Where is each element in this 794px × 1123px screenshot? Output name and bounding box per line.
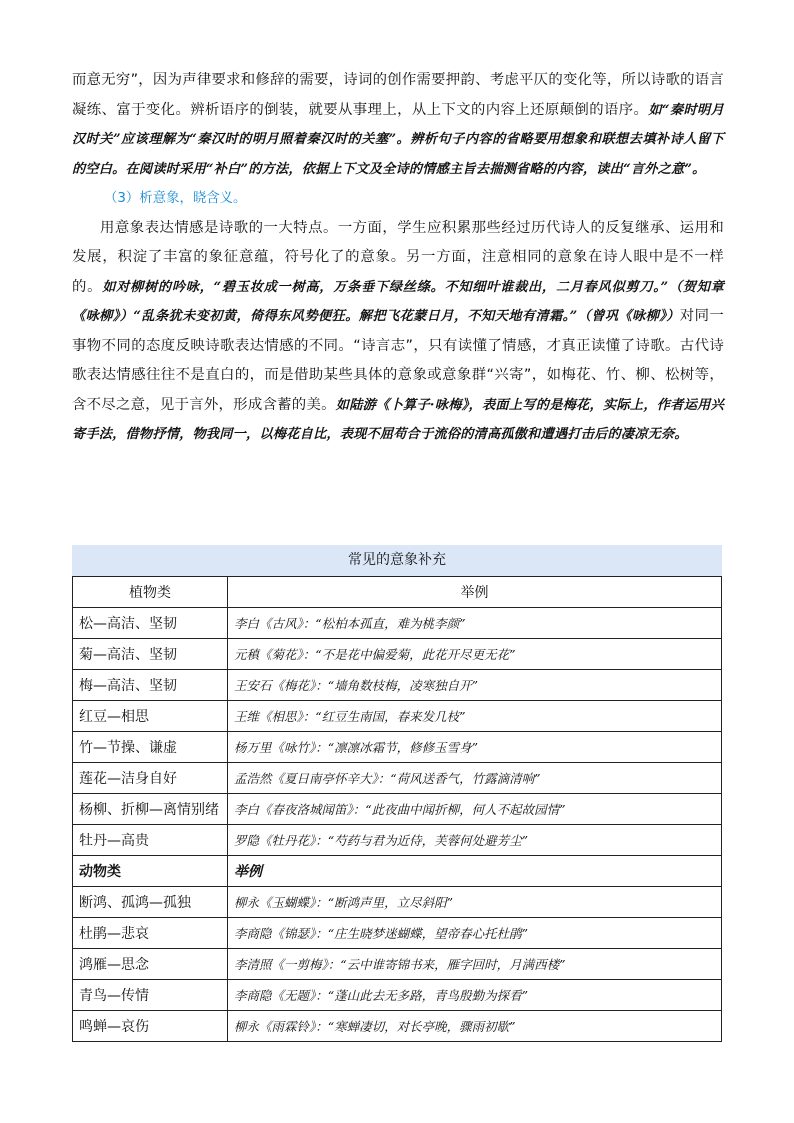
- paragraph-syntax: [72, 66, 724, 184]
- paragraph-imagery-plain-1: 用意象表达情感是诗歌的一大特点。一方面，学生应积累那些经过历代诗人的反复继承、运用和发展，积淀了丰富的象征意蕴，符号化了的意象。另一方面，注意相同的意象在诗人眼中是不一样的。: [72, 219, 724, 295]
- table-cell-imagery: 松—高洁、坚韧: [73, 608, 228, 639]
- table-cell-imagery: 断鸿、孤鸿—孤独: [73, 887, 228, 918]
- table-cell-example: 李白《春夜洛城闻笛》：“此夜曲中闻折柳，何人不起故园情”: [228, 794, 722, 825]
- table-row: [73, 608, 722, 639]
- table-cell-example: 杨万里《咏竹》：“凛凛冰霜节，修修玉雪身”: [228, 732, 722, 763]
- table-cell-imagery: 莲花—洁身自好: [73, 763, 228, 794]
- body-text: [72, 66, 724, 450]
- table-header-row-animals: [73, 856, 722, 887]
- table-cell-imagery: 鸿雁—思念: [73, 949, 228, 980]
- table-cell-example: 李商隐《锦瑟》：“庄生晓梦迷蝴蝶，望帝春心托杜鹃”: [228, 918, 722, 949]
- table-cell-example: 罗隐《牡丹花》：“芍药与君为近侍，芙蓉何处避芳尘”: [228, 825, 722, 856]
- table-cell-example: 李白《古风》：“松柏本孤直，难为桃李颜”: [228, 608, 722, 639]
- paragraph-syntax-example: 如“秦时明月汉时关”应该理解为“秦汉时的明月照着秦汉时的关塞”。辨析句子内容的省略要用想象和联想去填补诗人留下的空白。在阅读时采用“补白”的方法，依据上下文及全诗的情感主旨去揣测省略的内容，读出“言外之意”。: [72, 102, 724, 177]
- table-row: [73, 980, 722, 1011]
- table-cell-example: 李商隐《无题》：“蓬山此去无多路，青鸟殷勤为探看”: [228, 980, 722, 1011]
- table-row: [73, 887, 722, 918]
- table-cell-imagery: 牡丹—高贵: [73, 825, 228, 856]
- header-cell-example: 举例: [228, 577, 722, 608]
- paragraph-syntax-plain: 而意无穷”，因为声律要求和修辞的需要，诗词的创作需要押韵、考虑平仄的变化等，所以诗歌的语言凝练、富于变化。辨析语序的倒装，就要从事理上，从上下文的内容上还原颠倒的语序。: [72, 72, 724, 118]
- table-cell-imagery: 杨柳、折柳—离情别绪: [73, 794, 228, 825]
- table-row: [73, 1011, 722, 1042]
- table-row: [73, 763, 722, 794]
- table-cell-imagery: 竹—节操、谦虚: [73, 732, 228, 763]
- table-row: [73, 918, 722, 949]
- table-row: [73, 949, 722, 980]
- table-cell-example: 王安石《梅花》：“墙角数枝梅，凌寒独自开”: [228, 670, 722, 701]
- header-cell-example: 举例: [228, 856, 722, 887]
- paragraph-imagery-example-2: 如陆游《卜算子·咏梅》，表面上写的是梅花，实际上，作者运用兴寄手法，借物抒情，物我同一，以梅花自比，表现不屈苟合于流俗的清高孤傲和遭遇打击后的凄凉无奈。: [72, 397, 724, 442]
- table-cell-imagery: 鸣蝉—哀伤: [73, 1011, 228, 1042]
- table-cell-example: 柳永《雨霖铃》：“寒蝉凄切，对长亭晚，骤雨初歇”: [228, 1011, 722, 1042]
- imagery-table: [72, 545, 722, 1042]
- table-cell-imagery: 红豆—相思: [73, 701, 228, 732]
- table-cell-example: 李清照《一剪梅》：“云中谁寄锦书来，雁字回时，月满西楼”: [228, 949, 722, 980]
- header-cell-category: 植物类: [73, 577, 228, 608]
- table-header-row-plants: [73, 577, 722, 608]
- table-row: [73, 732, 722, 763]
- table-row: [73, 701, 722, 732]
- table-cell-imagery: 杜鹃—悲哀: [73, 918, 228, 949]
- paragraph-imagery-example-1: 如对柳树的吟咏，“碧玉妆成一树高，万条垂下绿丝绦。不知细叶谁裁出，二月春风似剪刀。”（贺知章《咏柳》）“乱条犹未变初黄，倚得东风势便狂。解把飞花蒙日月，不知天地有清霜。”（曾巩《咏柳》）: [72, 279, 724, 324]
- paragraph-imagery: [72, 214, 724, 450]
- table-row: [73, 670, 722, 701]
- table-row: [73, 794, 722, 825]
- section-subheading: （3）析意象，晓含义。: [104, 191, 247, 206]
- table-cell-imagery: 菊—高洁、坚韧: [73, 639, 228, 670]
- table-cell-example: 王维《相思》：“红豆生南国，春来发几枝”: [228, 701, 722, 732]
- table-cell-example: 元稹《菊花》：“不是花中偏爱菊，此花开尽更无花”: [228, 639, 722, 670]
- imagery-table-grid: [72, 576, 722, 1042]
- table-row: [73, 639, 722, 670]
- table-cell-imagery: 梅—高洁、坚韧: [73, 670, 228, 701]
- table-cell-example: 柳永《玉蝴蝶》：“断鸿声里，立尽斜阳”: [228, 887, 722, 918]
- table-cell-example: 孟浩然《夏日南亭怀辛大》：“荷风送香气，竹露滴清响”: [228, 763, 722, 794]
- table-row: [73, 825, 722, 856]
- table-title: 常见的意象补充: [72, 545, 722, 576]
- paragraph-imagery-plain-2: 对同一事物不同的态度反映诗歌表达情感的不同。“诗言志”，只有读懂了情感，才真正读懂了诗歌。古代诗歌表达情感往往不是直白的，而是借助某些具体的意象或意象群“兴寄”，如梅花、竹、柳、松树等，含不尽之意，见于言外，形成含蓄的美。: [72, 308, 724, 413]
- header-cell-category: 动物类: [73, 856, 228, 887]
- table-cell-imagery: 青鸟—传情: [73, 980, 228, 1011]
